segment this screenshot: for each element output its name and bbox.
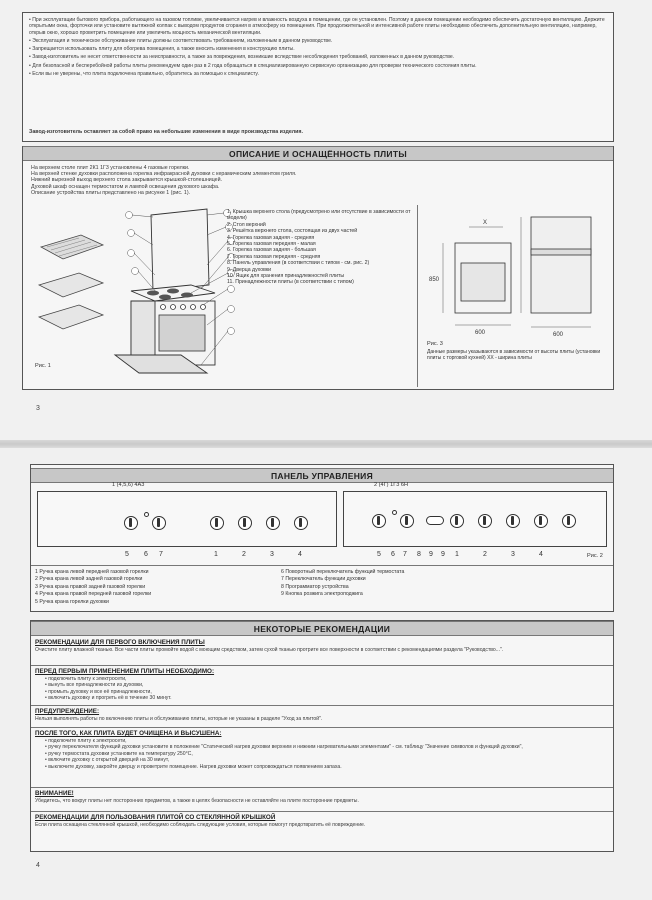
dim-x: X	[483, 220, 488, 226]
knob-number: 9	[429, 551, 433, 558]
intro-bullet: • Эксплуатация и техническое обслуживание плиты должны соответствовать требованиям, изложенным в данном руководстве.	[29, 37, 333, 44]
burner-knob-1[interactable]	[210, 516, 224, 530]
figure-3-caption: Рис. 3	[427, 341, 443, 347]
intro-bullet: • Если вы не уверены, что плита подключена правильно, обратитесь за помощью к специалисту.	[29, 71, 259, 78]
knob-number: 3	[270, 551, 274, 558]
figure-1-caption: Рис. 1	[35, 363, 51, 369]
burner-knob-1[interactable]	[478, 514, 492, 528]
legend-divider	[31, 565, 613, 566]
dim-depth: 600	[553, 332, 564, 337]
figure-3-text: Данные размеры указываются в зависимости от высоты плиты (установки плиты с торговой кухней) XX - ширина плиты	[427, 349, 601, 361]
description-frame	[22, 146, 614, 390]
thermostat-knob[interactable]	[152, 516, 166, 530]
section-body: • подключите плиту к электросети, • ручку переключателя функций духовки установите в положение "Статический нагрев духовки верхним и нижним нагревательными элементами" - см. таблицу "Значение символов и функций духовки", • ручку термостата духовки установите на температуру 250°С, • включите духовку с открытой дверцей на 30 минут, • выключите духовку, закройте дверцу и проветрите помещение. Нагрев духовки может сопровождаться появлением запаха.	[45, 738, 523, 770]
intro-bullet: • При эксплуатации бытового прибора, работающего на газовом топливе, увеличивается нагрев и влажность воздуха в помещении, где он установлен. Поэтому в данном помещении необходимо обеспечить достаточную вентиляцию. Держите открытыми окна, форточки или установите вытяжной колпак с выводом продуктов сгорания в атмосферу из помещения. При продолжительной и интенсивной работе плиты необходимо обеспечить дополнительную вентиляцию, например, открыв окно, хорошо проветрить помещение или увеличить мощность механической вентиляции.	[29, 17, 605, 36]
section-divider	[31, 787, 613, 788]
intro-frame	[22, 12, 614, 142]
section-heading: РЕКОМЕНДАЦИИ ДЛЯ ПЕРВОГО ВКЛЮЧЕНИЯ ПЛИТЫ	[35, 639, 205, 646]
legend-right: 6 Поворотный переключатель функций термостата 7 Переключатель функции духовки 8 Программатор устройства 9 Кнопка розжига электроподжига	[281, 569, 405, 598]
section-heading: ПОСЛЕ ТОГО, КАК ПЛИТА БУДЕТ ОЧИЩЕНА И ВЫСУШЕНА:	[35, 730, 222, 737]
burner-knob-4[interactable]	[294, 516, 308, 530]
section-heading: ПЕРЕД ПЕРВЫМ ПРИМЕНЕНИЕМ ПЛИТЫ НЕОБХОДИМО:	[35, 668, 215, 675]
page-upper	[0, 0, 652, 440]
knob-number: 4	[298, 551, 302, 558]
dim-height: 850	[429, 277, 440, 283]
section-divider	[31, 705, 613, 706]
page-number: 3	[36, 405, 40, 412]
parts-list: 1. Крышка верхнего стола (предусмотрено или отсутствие в зависимости от модели) 2. Стол верхний 3. Решётка верхнего стола, состоящая из двух частей 4. Горелка газовая задняя - средняя 5. Горелка газовая передняя - малая 6. Горелка газовая задняя - большая 7. Горелка газовая передняя - средняя 8. Панель управления (в соответствии с типом - см. рис. 2) 9. Дверца духовки 10. Ящик для хранения принадлежностей плиты 11. Принадлежности плиты (в соответствии с типом)	[227, 209, 411, 286]
knob-number: 6	[391, 551, 395, 558]
page-number: 4	[36, 862, 40, 869]
control-panel-frame	[30, 464, 614, 612]
intro-bullet-list	[29, 17, 607, 77]
section-heading: ВНИМАНИЕ!	[35, 790, 74, 797]
section-body: • подключить плиту к электросети, • вынуть все принадлежности из духовки, • промыть духовку и все её принадлежности, • включить духовку и прогреть её в течение 30 минут.	[45, 676, 172, 702]
knob-number: 7	[159, 551, 163, 558]
knob-number: 2	[483, 551, 487, 558]
section-title-control-panel: ПАНЕЛЬ УПРАВЛЕНИЯ	[31, 468, 613, 483]
intro-bullet: • Для безопасной и бесперебойной работы плиты рекомендуем один раз в 2 года обращаться в специализированную сервисную организацию для проверки технического состояния плиты.	[29, 62, 477, 69]
panel-model-right: 2 (4Г) 1Г3 6Н	[374, 482, 409, 488]
page-fold	[0, 440, 652, 448]
knob-number: 2	[242, 551, 246, 558]
thermostat-knob[interactable]	[400, 514, 414, 528]
intro-bullet: • Завод-изготовитель не несет ответственности за неисправности, а также за повреждения, возникшие вследствие несоблюдения требований, изложенных в данном руководстве.	[29, 54, 455, 61]
knob-number: 1	[455, 551, 459, 558]
burner-knob-3[interactable]	[534, 514, 548, 528]
intro-note: Завод-изготовитель оставляет за собой право на небольшие изменения в виде производства изделия.	[29, 129, 303, 135]
section-heading: РЕКОМЕНДАЦИИ ДЛЯ ПОЛЬЗОВАНИЯ ПЛИТОЙ СО СТЕКЛЯННОЙ КРЫШКОЙ	[35, 814, 276, 821]
control-panel-left	[37, 482, 337, 547]
figure-2-caption: Рис. 2	[587, 553, 603, 559]
figure-3-dimensions	[421, 207, 611, 337]
recommendations-frame	[30, 620, 614, 852]
programmer-display	[426, 516, 444, 525]
knob-number: 4	[539, 551, 543, 558]
burner-knob-3[interactable]	[266, 516, 280, 530]
control-panel-right	[343, 482, 607, 547]
knob-number: 3	[511, 551, 515, 558]
section-divider	[31, 811, 613, 812]
knob-number: 9	[441, 551, 445, 558]
knob-number: 5	[377, 551, 381, 558]
section-title-recommendations: НЕКОТОРЫЕ РЕКОМЕНДАЦИИ	[31, 621, 613, 636]
knob-number: 1	[214, 551, 218, 558]
oven-knob[interactable]	[124, 516, 138, 530]
function-knob[interactable]	[450, 514, 464, 528]
burner-knob-4[interactable]	[562, 514, 576, 528]
section-divider	[31, 665, 613, 666]
knob-number: 5	[125, 551, 129, 558]
knob-number: 7	[403, 551, 407, 558]
panel-model-left: 1 (4,5,6) 4А3	[112, 482, 145, 488]
section-body: Убедитесь, что вокруг плиты нет посторонних предметов, а также в целях безопасности не оставляйте на плите посторонние предметы.	[35, 798, 359, 804]
oven-knob[interactable]	[372, 514, 386, 528]
burner-knob-2[interactable]	[506, 514, 520, 528]
section-body: Нельзя выполнять работы по включению плиты и обслуживанию плиты, которые не указаны в разделе "Уход за плитой".	[35, 716, 323, 722]
description-text: На верхнем столе плит 2К1 1Г3 установлены 4 газовые горелки. На верхней стенке духовки расположена горелка инфракрасной духовки с керамическим элементом гриля. Нижний вырезной выход верхнего стола закрывается крышкой-столешницей. Духовой шкаф оснащен термостатом и лампой освещения духового шкафа. Описание устройства плиты представлено на рисунке 1 (рис. 1).	[31, 165, 297, 196]
knob-number: 8	[417, 551, 421, 558]
section-body: Если плита оснащена стеклянной крышкой, необходимо соблюдать следующие условия, которые помогут предотвратить её повреждение.	[35, 822, 366, 828]
page-lower	[0, 448, 652, 900]
dim-width: 600	[475, 330, 486, 336]
figure-1-stove-illustration	[31, 205, 241, 375]
intro-bullet: • Запрещается использовать плиту для обогрева помещения, а также вносить изменения в конструкцию плиты.	[29, 46, 295, 53]
knob-number: 6	[144, 551, 148, 558]
legend-left: 1 Ручка крана левой передней газовой горелки 2 Ручка крана левой задней газовой горелки 3 Ручка крана правой задней газовой горелки 4 Ручка крана правой передней газовой горелки 5 Ручка крана горелки духовки	[35, 569, 152, 605]
section-title-description: ОПИСАНИЕ И ОСНАЩЁННОСТЬ ПЛИТЫ	[23, 146, 613, 161]
section-body: Очистите плиту влажной тканью. Все части плиты промойте водой с моющим средством, затем сухой тканью протрите все поверхности в соответствии с рекомендациями раздела "Руководство...".	[35, 647, 504, 653]
section-divider	[31, 727, 613, 728]
section-heading: ПРЕДУПРЕЖДЕНИЕ:	[35, 708, 100, 715]
burner-knob-2[interactable]	[238, 516, 252, 530]
indicator-light	[144, 512, 149, 517]
indicator-light	[392, 510, 397, 515]
figure-divider	[417, 205, 418, 387]
